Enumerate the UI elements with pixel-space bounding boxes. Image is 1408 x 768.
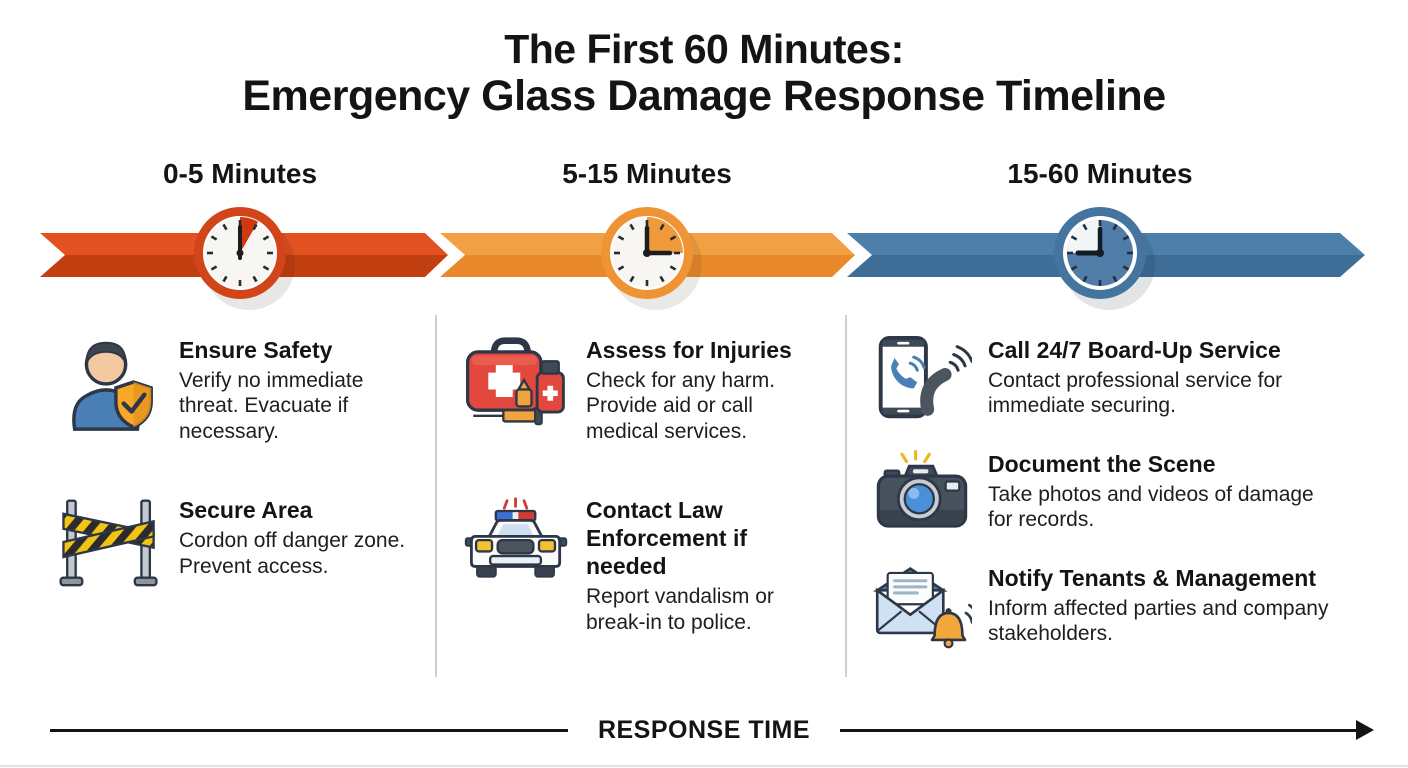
timeline-ribbon	[0, 195, 1408, 330]
task-description: Take photos and videos of damage for records.	[988, 483, 1314, 532]
task-text	[586, 330, 831, 444]
task-secure-area	[55, 490, 430, 594]
task-title: Contact Law Enforcement if needed	[586, 497, 748, 580]
clock-5-15-minutes-icon	[601, 207, 702, 310]
task-text	[988, 558, 1333, 647]
task-text	[988, 444, 1333, 533]
task-assess-injuries	[462, 330, 837, 444]
task-call-board-up-service	[872, 330, 1352, 426]
page-title-line2: Emergency Glass Damage Response Timeline	[242, 72, 1166, 121]
task-text	[586, 490, 831, 635]
camera-icon	[872, 444, 972, 540]
task-title: Assess for Injuries	[586, 337, 792, 363]
task-description: Inform affected parties and company stakeholders.	[988, 597, 1329, 646]
task-description: Check for any harm. Provide aid or call medical services.	[586, 369, 776, 443]
axis-line-left	[50, 729, 568, 732]
first-aid-kit-icon	[462, 330, 570, 434]
task-title: Ensure Safety	[179, 337, 333, 363]
clock-0-5-minutes-icon	[194, 207, 295, 310]
phase2-task-list	[462, 330, 837, 681]
person-shield-icon	[55, 330, 163, 434]
page-title-line1: The First 60 Minutes:	[504, 26, 904, 72]
task-title: Notify Tenants & Management	[988, 565, 1316, 591]
task-text	[179, 330, 424, 444]
clock-15-60-minutes-icon	[1054, 207, 1155, 310]
axis-arrowhead-icon	[1356, 720, 1374, 740]
axis-line-right	[840, 729, 1358, 732]
phase3-task-list	[872, 330, 1352, 672]
task-title: Secure Area	[179, 497, 313, 524]
phone-call-icon	[872, 330, 972, 426]
task-title: Call 24/7 Board-Up Service	[988, 337, 1281, 363]
envelope-bell-icon	[872, 558, 972, 654]
phase1-task-list	[55, 330, 430, 640]
phase-label-5-15-minutes: 5-15 Minutes	[562, 158, 732, 189]
task-title: Document the Scene	[988, 451, 1216, 477]
police-car-icon	[462, 490, 570, 594]
task-notify-tenants	[872, 558, 1352, 654]
response-time-axis	[50, 713, 1374, 747]
task-ensure-safety	[55, 330, 430, 444]
task-description: Report vandalism or break-in to police.	[586, 585, 774, 634]
task-description: Verify no immediate threat. Evacuate if necessary.	[179, 369, 364, 443]
task-document-scene	[872, 444, 1352, 540]
task-contact-law-enforcement	[462, 490, 837, 635]
column-divider	[435, 315, 437, 677]
phase-label-15-60-minutes: 15-60 Minutes	[1007, 158, 1193, 189]
column-divider	[845, 315, 847, 677]
bottom-edge-line	[0, 765, 1408, 767]
task-description: Contact professional service for immediate securing.	[988, 369, 1283, 418]
page-title	[0, 26, 1408, 121]
task-description: Cordon off danger zone. Prevent access.	[179, 529, 406, 578]
task-text	[988, 330, 1333, 419]
phase-label-0-5-minutes: 0-5 Minutes	[162, 158, 318, 189]
task-text	[179, 490, 424, 579]
barricade-icon	[55, 490, 163, 594]
axis-label: RESPONSE TIME	[597, 715, 811, 744]
